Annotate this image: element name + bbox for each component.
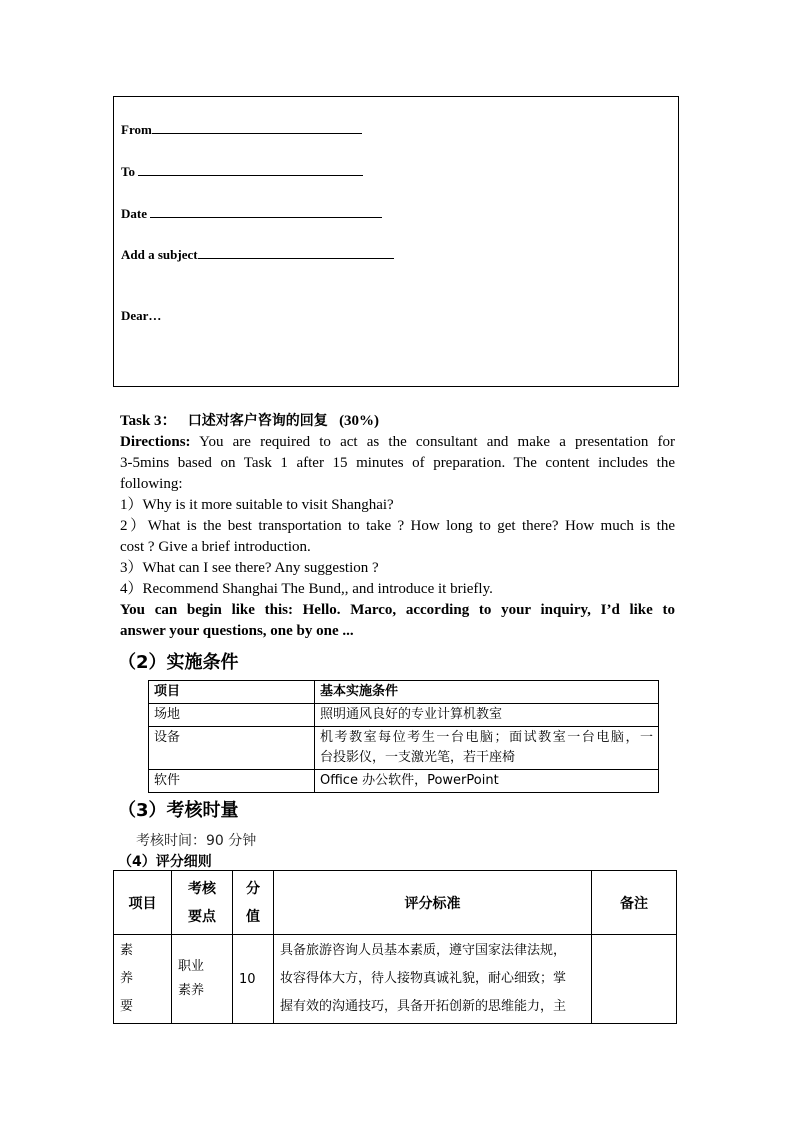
conditions-cell bbox=[315, 770, 659, 793]
from-row bbox=[121, 121, 362, 138]
scoring-standard-cell bbox=[274, 935, 592, 1024]
directions-line3: following: bbox=[120, 476, 183, 492]
from-label: From bbox=[121, 122, 152, 137]
directions-line2: 3-5mins based on Task 1 after 15 minutes of preparation. The content includes the bbox=[120, 455, 675, 471]
scoring-header-standard: 评分标准 bbox=[274, 871, 592, 935]
section3-heading: （3）考核时量 bbox=[118, 800, 239, 821]
scoring-item-char: 素 bbox=[120, 943, 134, 958]
subject-label: Add a subject bbox=[121, 247, 198, 262]
scoring-point-l2: 素养 bbox=[178, 983, 205, 998]
scoring-header-row bbox=[114, 871, 677, 935]
question-1: 1）Why is it more suitable to visit Shanghai? bbox=[120, 497, 394, 513]
greeting: Dear… bbox=[121, 308, 162, 323]
conditions-line: 台投影仪，一支激光笔，若干座椅 bbox=[320, 750, 516, 765]
scoring-remark-cell bbox=[592, 935, 677, 1024]
scoring-header-point-l2: 要点 bbox=[188, 908, 216, 925]
date-row bbox=[121, 205, 382, 222]
conditions-table bbox=[148, 680, 659, 793]
scoring-point-l1: 职业 bbox=[178, 959, 205, 974]
question-2-line2: cost ? Give a brief introduction. bbox=[120, 539, 311, 555]
question-3: 3）What can I see there? Any suggestion ? bbox=[120, 560, 379, 576]
scoring-standard-line: 妆容得体大方，待人接物真诚礼貌，耐心细致；掌 bbox=[280, 971, 567, 986]
to-blank[interactable] bbox=[138, 163, 363, 176]
begin-line1: You can begin like this: Hello. Marco, according to your inquiry, I’d like to bbox=[120, 602, 675, 618]
section4-heading: （4）评分细则 bbox=[118, 854, 212, 870]
date-blank[interactable] bbox=[150, 205, 382, 218]
conditions-header-row bbox=[149, 681, 659, 704]
scoring-item-char: 要 bbox=[120, 999, 134, 1014]
scoring-header-point bbox=[172, 871, 233, 935]
table-row bbox=[149, 704, 659, 727]
conditions-line: Office 办公软件，PowerPoint bbox=[320, 773, 499, 788]
subject-blank[interactable] bbox=[198, 246, 394, 259]
letter-form-box bbox=[113, 96, 679, 387]
scoring-standard-line: 具备旅游咨询人员基本素质，遵守国家法律法规， bbox=[280, 943, 567, 958]
conditions-cell bbox=[315, 704, 659, 727]
task3-title: Task 3： 口述对客户咨询的回复 (30%) bbox=[120, 413, 380, 429]
table-row bbox=[149, 770, 659, 793]
exam-time-text: 考核时间：90 分钟 bbox=[136, 833, 257, 849]
task3-block bbox=[120, 411, 675, 642]
subject-row bbox=[121, 246, 394, 263]
conditions-header-item: 项目 bbox=[149, 681, 315, 704]
conditions-line: 机考教室每位考生一台电脑；面试教室一台电脑，一 bbox=[320, 730, 653, 745]
to-row bbox=[121, 163, 363, 180]
conditions-item: 场地 bbox=[149, 704, 315, 727]
directions-line1: Directions: You are required to act as the consultant and make a presentation for bbox=[120, 434, 675, 450]
scoring-table bbox=[113, 870, 677, 1024]
scoring-header-score bbox=[233, 871, 274, 935]
from-blank[interactable] bbox=[152, 121, 362, 134]
question-2-line1: 2）What is the best transportation to take ? How long to get there? How much is the bbox=[120, 518, 675, 534]
conditions-cell bbox=[315, 727, 659, 770]
conditions-item: 软件 bbox=[149, 770, 315, 793]
scoring-header-score-l1: 分 bbox=[246, 880, 260, 897]
conditions-item: 设备 bbox=[149, 727, 315, 770]
section2-heading: （2）实施条件 bbox=[118, 652, 239, 673]
scoring-score-cell: 10 bbox=[233, 935, 274, 1024]
scoring-header-score-l2: 值 bbox=[246, 908, 260, 925]
scoring-item-cell bbox=[114, 935, 172, 1024]
scoring-point-cell bbox=[172, 935, 233, 1024]
question-4: 4）Recommend Shanghai The Bund,, and introduce it briefly. bbox=[120, 581, 493, 597]
to-label: To bbox=[121, 164, 135, 179]
table-row bbox=[149, 727, 659, 770]
scoring-item-char: 养 bbox=[120, 971, 134, 986]
scoring-header-remark: 备注 bbox=[592, 871, 677, 935]
scoring-header-point-l1: 考核 bbox=[188, 880, 216, 897]
scoring-header-item: 项目 bbox=[114, 871, 172, 935]
date-label: Date bbox=[121, 206, 147, 221]
conditions-header-cond: 基本实施条件 bbox=[315, 681, 659, 704]
begin-line2: answer your questions, one by one ... bbox=[120, 623, 354, 639]
conditions-line: 照明通风良好的专业计算机教室 bbox=[320, 707, 503, 722]
scoring-standard-line: 握有效的沟通技巧，具备开拓创新的思维能力，主 bbox=[280, 999, 567, 1014]
table-row bbox=[114, 935, 677, 1024]
